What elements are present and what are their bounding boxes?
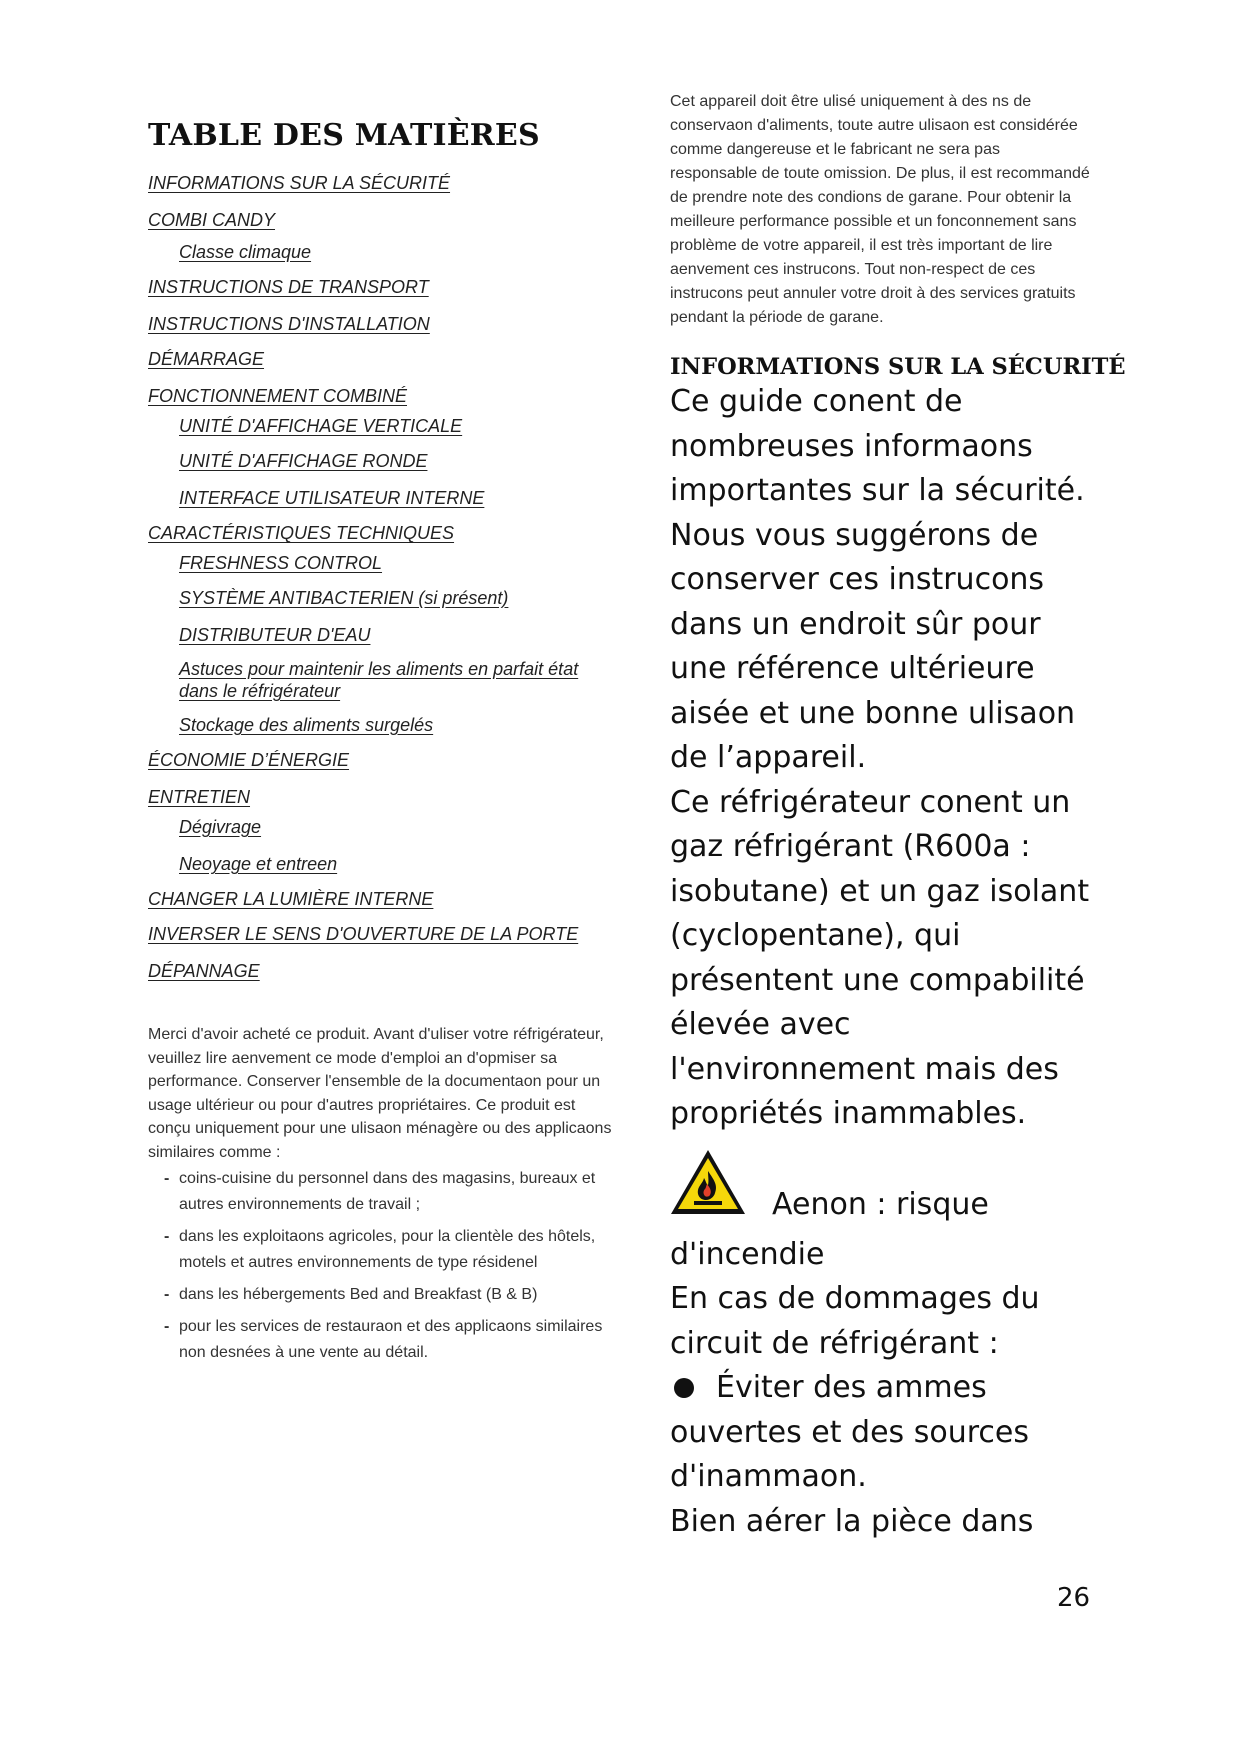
warning-label: Aenon : risque bbox=[772, 1186, 989, 1222]
intro-bullets bbox=[148, 1166, 618, 1366]
intro-block bbox=[148, 1023, 618, 1366]
toc-item[interactable]: Dégivrage bbox=[179, 817, 262, 837]
safety-section-title: INFORMATIONS SUR LA SÉCURITÉ bbox=[670, 354, 1126, 380]
toc-item[interactable]: CARACTÉRISTIQUES TECHNIQUES bbox=[148, 523, 455, 543]
toc-item[interactable]: Neoyage et entreen bbox=[179, 854, 338, 874]
toc-item[interactable]: FRESHNESS CONTROL bbox=[179, 553, 383, 573]
usage-paragraph: Cet appareil doit être ulisé uniquement à des ns de conservaon d'aliments, toute autre ulisaon est considérée comme dangereuse et le fabricant ne sera pas responsable de toute omission. De plus, il est recommandé de prendre note des condions de garane. Pour obtenir la meilleure performance possible et un fonconnement sans problème de votre appareil, il est très important de lire aenvement ces instrucons. Tout non-respect de ces instrucons peut annuler votre droit à des services gratuits pendant la période de garane. bbox=[670, 93, 1090, 326]
toc-item[interactable]: ÉCONOMIE D’ÉNERGIE bbox=[148, 750, 350, 770]
safety-paragraph-4: Bien aérer la pièce dans bbox=[670, 1503, 1034, 1539]
toc-item[interactable]: ENTRETIEN bbox=[148, 787, 251, 807]
list-item: - coins-cuisine du personnel dans des magasins, bureaux et autres environnements de travail ; bbox=[148, 1166, 618, 1218]
flammable-warning-icon bbox=[668, 1147, 748, 1217]
safety-paragraph-1: Ce guide conent de nombreuses informaons importantes sur la sécurité. Nous vous suggérons de conserver ces instrucons dans un endroit sûr pour une référence ultérieure aisée et une bonne ulisaon de l’appareil. bbox=[670, 384, 1085, 775]
right-column bbox=[670, 90, 1126, 1544]
list-item: - pour les services de restauraon et des applicaons similaires non desnées à une vente au détail. bbox=[148, 1314, 618, 1366]
flame-bullet bbox=[670, 1366, 1090, 1411]
toc-item[interactable]: INFORMATIONS SUR LA SÉCURITÉ bbox=[148, 173, 451, 193]
bullet-dot-icon bbox=[674, 1378, 694, 1398]
intro-paragraph: Merci d'avoir acheté ce produit. Avant d'uliser votre réfrigérateur, veuillez lire aenvement ce mode d'emploi an d'opmiser sa performance. Conserver l'ensemble de la documentaon pour un usage ultérieur ou pour d'autres propriétaires. Ce produit est conçu uniquement pour une ulisaon ménagère ou des applicaons similaires comme : bbox=[148, 1026, 612, 1161]
toc-item[interactable]: Stockage des aliments surgelés bbox=[179, 715, 434, 735]
safety-paragraph-3: En cas de dommages du circuit de réfrigérant : bbox=[670, 1281, 1040, 1361]
toc-list bbox=[148, 171, 618, 983]
toc-title: TABLE DES MATIÈRES bbox=[148, 118, 540, 153]
toc-item[interactable]: UNITÉ D'AFFICHAGE RONDE bbox=[179, 451, 428, 471]
page-number: 26 bbox=[1057, 1583, 1091, 1613]
list-item: - dans les exploitaons agricoles, pour la clientèle des hôtels, motels et autres environnements de type résidenel bbox=[148, 1224, 618, 1276]
toc-item[interactable]: CHANGER LA LUMIÈRE INTERNE bbox=[148, 889, 434, 909]
toc-item[interactable]: DISTRIBUTEUR D'EAU bbox=[179, 625, 371, 645]
toc-item[interactable]: INTERFACE UTILISATEUR INTERNE bbox=[179, 488, 485, 508]
toc-item[interactable]: Astuces pour maintenir les aliments en parfait état dans le réfrigérateur bbox=[179, 659, 579, 701]
toc-item[interactable]: DÉPANNAGE bbox=[148, 961, 260, 981]
toc-item[interactable]: DÉMARRAGE bbox=[148, 349, 265, 369]
flame-bullet-first: Éviter des ammes bbox=[716, 1370, 987, 1405]
left-column bbox=[148, 118, 618, 1372]
toc-item[interactable]: Classe climaque bbox=[179, 242, 312, 262]
toc-item[interactable]: INSTRUCTIONS D'INSTALLATION bbox=[148, 314, 430, 334]
warning-label-rest: d'incendie bbox=[670, 1236, 825, 1272]
fire-warning bbox=[670, 1145, 1090, 1233]
safety-paragraph-2: Ce réfrigérateur conent un gaz réfrigérant (R600a : isobutane) et un gaz isolant (cyclopentane), qui présentent une compabilité élevée avec l'environnement mais des propriétés inammables. bbox=[670, 784, 1090, 1131]
toc-item[interactable]: INSTRUCTIONS DE TRANSPORT bbox=[148, 277, 429, 297]
toc-item[interactable]: SYSTÈME ANTIBACTERIEN (si présent) bbox=[179, 588, 509, 608]
toc-item[interactable]: INVERSER LE SENS D'OUVERTURE DE LA PORTE bbox=[148, 924, 579, 944]
toc-item[interactable]: COMBI CANDY bbox=[148, 210, 276, 230]
toc-item[interactable]: UNITÉ D'AFFICHAGE VERTICALE bbox=[179, 416, 463, 436]
toc-item[interactable]: FONCTIONNEMENT COMBINÉ bbox=[148, 386, 407, 406]
flame-bullet-rest: ouvertes et des sources d'inammaon. bbox=[670, 1414, 1029, 1494]
list-item: - dans les hébergements Bed and Breakfast (B & B) bbox=[148, 1282, 618, 1308]
